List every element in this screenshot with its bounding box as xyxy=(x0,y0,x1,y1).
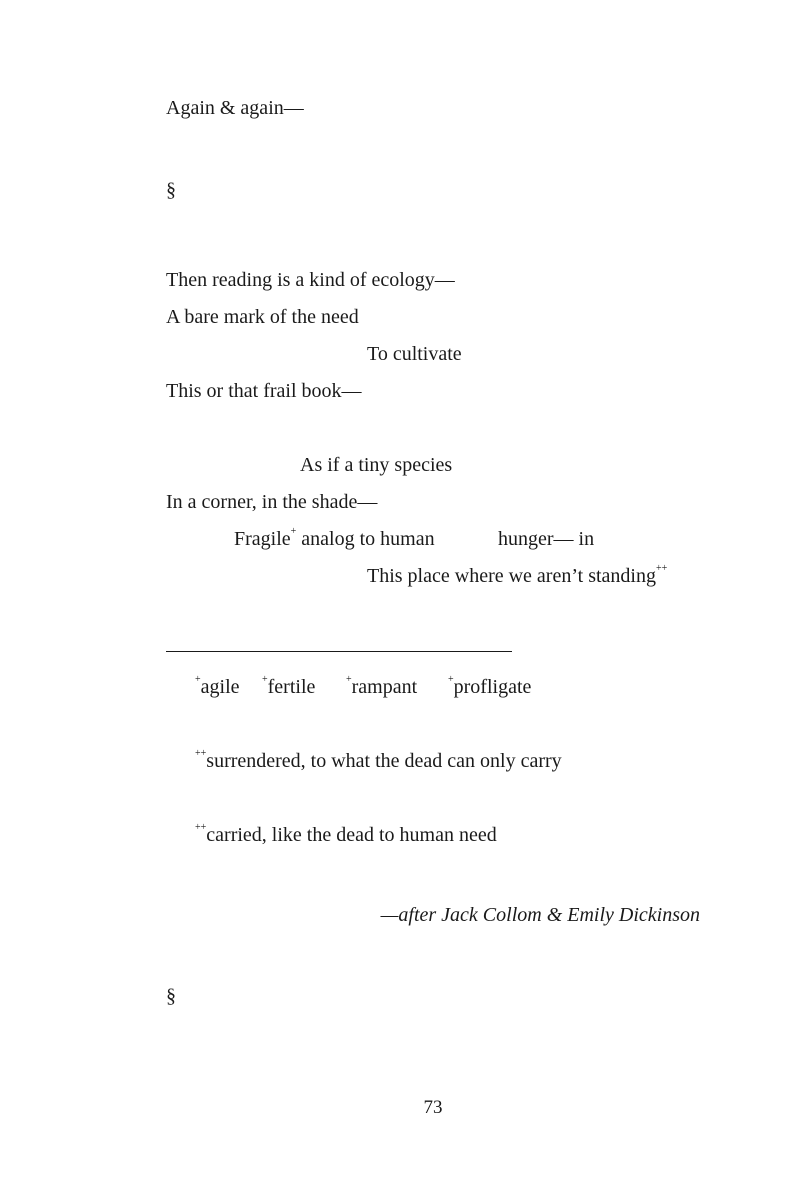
variant-word: profligate xyxy=(453,676,532,698)
page-number: 73 xyxy=(423,1097,443,1118)
variant-word: agile xyxy=(200,676,240,698)
footnote-rule xyxy=(166,651,512,652)
footnote-variants xyxy=(262,674,316,698)
poem-line-fragile xyxy=(234,526,435,550)
footnote-mark: + xyxy=(262,674,268,685)
footnote-variants xyxy=(195,674,240,698)
footnote-variants xyxy=(346,674,418,698)
poem-line-again: Again & again— xyxy=(166,97,304,119)
footnote-mark: + xyxy=(290,526,297,537)
footnote-mark: + xyxy=(346,674,352,685)
variant-word: rampant xyxy=(351,676,418,698)
poem-line-standing xyxy=(367,563,668,587)
attribution: —after Jack Collom & Emily Dickinson xyxy=(380,904,700,926)
footnote-text: carried, like the dead to human need xyxy=(206,824,497,846)
footnote-text: surrendered, to what the dead can only carry xyxy=(206,750,562,772)
footnote-mark: ++ xyxy=(195,822,207,833)
footnote-mark: + xyxy=(195,674,201,685)
section-mark: § xyxy=(166,179,176,201)
poem-line: Then reading is a kind of ecology— xyxy=(166,269,455,291)
poem-line: In a corner, in the shade— xyxy=(166,491,378,513)
section-mark: § xyxy=(166,985,176,1007)
poem-line: This or that frail book— xyxy=(166,380,362,402)
poem-line: To cultivate xyxy=(367,343,462,365)
footnote-note xyxy=(195,822,497,846)
footnote-mark: ++ xyxy=(195,748,207,759)
poem-line-text: This place where we aren’t standing xyxy=(367,565,656,587)
poem-word-hunger: hunger— in xyxy=(498,528,595,550)
variant-word: fertile xyxy=(267,676,316,698)
footnote-mark: ++ xyxy=(655,563,668,574)
poem-line: A bare mark of the need xyxy=(166,306,359,328)
footnote-note xyxy=(195,748,562,772)
footnote-mark: + xyxy=(448,674,454,685)
footnote-variants xyxy=(448,674,532,698)
poem-word-fragile: Fragile xyxy=(234,528,291,550)
poem-line: As if a tiny species xyxy=(300,454,453,476)
poem-word-analog: analog to human xyxy=(296,528,435,550)
